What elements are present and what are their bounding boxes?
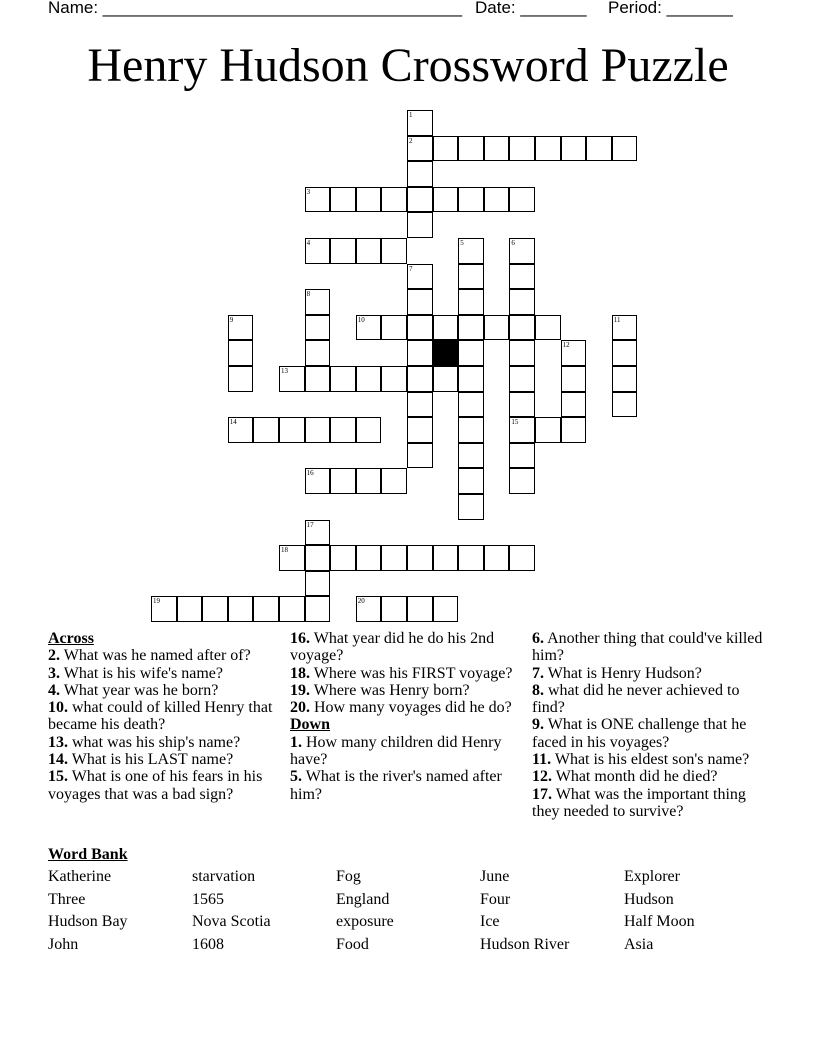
- clue-number: 17.: [532, 785, 552, 803]
- clue-text: Where was his FIRST voyage?: [310, 664, 513, 682]
- grid-cell[interactable]: [356, 417, 382, 443]
- grid-cell[interactable]: [458, 417, 484, 443]
- word-bank-item: John: [48, 936, 79, 953]
- grid-cell[interactable]: [228, 340, 254, 366]
- clue-number: 3.: [48, 664, 60, 682]
- grid-cell[interactable]: [509, 468, 535, 494]
- clue-text: How many voyages did he do?: [310, 699, 512, 717]
- clue-text: what could of killed Henry that became his death?: [48, 699, 273, 734]
- grid-cell[interactable]: [407, 315, 433, 341]
- grid-cell[interactable]: [356, 468, 382, 494]
- grid-cell[interactable]: [509, 315, 535, 341]
- clue-number-7: 7: [409, 264, 413, 273]
- clue-number: 8.: [532, 681, 544, 699]
- clue-item: [48, 665, 284, 682]
- clue-item: [532, 786, 768, 821]
- word-bank-item: 1608: [192, 936, 224, 953]
- grid-cell[interactable]: [228, 596, 254, 622]
- word-bank-item: Katherine: [48, 868, 112, 885]
- clue-number: 6.: [532, 630, 544, 647]
- grid-cell[interactable]: [305, 545, 331, 571]
- clue-number: 1.: [290, 733, 302, 751]
- grid-cell[interactable]: [509, 366, 535, 392]
- grid-cell[interactable]: [381, 366, 407, 392]
- grid-cell[interactable]: [407, 212, 433, 238]
- grid-cell[interactable]: [509, 392, 535, 418]
- grid-cell[interactable]: [202, 596, 228, 622]
- grid-cell[interactable]: [433, 366, 459, 392]
- clue-number: 5.: [290, 768, 302, 786]
- word-bank-item: Three: [48, 891, 86, 908]
- name-field-label: Name: ______________________________________: [48, 0, 463, 17]
- clue-number: 15.: [48, 768, 68, 786]
- grid-cell[interactable]: [612, 315, 638, 341]
- grid-cell[interactable]: [330, 366, 356, 392]
- grid-cell[interactable]: [509, 187, 535, 213]
- word-bank-item: Fog: [336, 868, 361, 885]
- clue-text: What year was he born?: [60, 681, 219, 699]
- clue-number: 18.: [290, 664, 310, 682]
- clue-item: [532, 630, 768, 665]
- word-bank-item: Hudson River: [480, 936, 570, 953]
- clues-column-2: [290, 630, 526, 803]
- grid-cell[interactable]: [381, 315, 407, 341]
- clue-number: 2.: [48, 647, 60, 665]
- grid-cell[interactable]: [356, 315, 382, 341]
- clue-item: [532, 751, 768, 768]
- clue-text: What year did he do his 2nd voyage?: [290, 630, 495, 665]
- period-field-label: Period: _______: [608, 0, 733, 17]
- clue-text: Another thing that could've killed him?: [532, 630, 763, 665]
- grid-cell[interactable]: [381, 468, 407, 494]
- grid-cell[interactable]: [177, 596, 203, 622]
- word-bank-item: Half Moon: [624, 913, 695, 930]
- grid-cell[interactable]: [407, 289, 433, 315]
- grid-cell[interactable]: [356, 366, 382, 392]
- clue-text: What was he named after of?: [60, 647, 251, 665]
- grid-cell[interactable]: [535, 136, 561, 162]
- grid-cell[interactable]: [458, 187, 484, 213]
- word-bank-item: Food: [336, 936, 369, 953]
- grid-cell[interactable]: [279, 545, 305, 571]
- grid-cell[interactable]: [407, 187, 433, 213]
- grid-cell[interactable]: [381, 187, 407, 213]
- grid-cell[interactable]: [612, 340, 638, 366]
- clue-text: What is the river's named after him?: [290, 768, 502, 803]
- clue-item: [290, 768, 526, 803]
- clue-text: Where was Henry born?: [310, 681, 470, 699]
- clue-number-13: 13: [281, 367, 288, 375]
- grid-cell[interactable]: [509, 545, 535, 571]
- clue-item: [290, 630, 526, 665]
- grid-cell[interactable]: [561, 392, 587, 418]
- clue-number-16: 16: [306, 469, 314, 478]
- grid-cell[interactable]: [433, 187, 459, 213]
- grid-cell[interactable]: [612, 392, 638, 418]
- grid-cell[interactable]: [305, 289, 331, 315]
- word-bank-item: starvation: [192, 868, 256, 885]
- grid-cell[interactable]: [253, 417, 279, 443]
- grid-cell[interactable]: [458, 468, 484, 494]
- across-heading: Across: [48, 630, 94, 647]
- grid-cell[interactable]: [279, 417, 305, 443]
- clue-item: [48, 751, 284, 768]
- clues-column-3: [532, 630, 768, 820]
- clue-number-12: 12: [562, 341, 570, 350]
- clue-number: 4.: [48, 681, 60, 699]
- clue-text: What month did he died?: [552, 768, 718, 786]
- clue-number-8: 8: [306, 290, 311, 299]
- clue-number: 20.: [290, 699, 310, 717]
- clue-item: [532, 768, 768, 785]
- grid-cell[interactable]: [330, 417, 356, 443]
- grid-cell[interactable]: [305, 238, 331, 264]
- grid-cell[interactable]: [151, 596, 177, 622]
- grid-cell[interactable]: [484, 136, 510, 162]
- clue-item: [48, 734, 284, 751]
- grid-cell[interactable]: [561, 340, 587, 366]
- grid-cell[interactable]: [330, 468, 356, 494]
- grid-cell[interactable]: [433, 136, 459, 162]
- grid-cell[interactable]: [612, 366, 638, 392]
- grid-cell[interactable]: [458, 136, 484, 162]
- grid-cell[interactable]: [407, 340, 433, 366]
- grid-cell[interactable]: [356, 187, 382, 213]
- clue-text: How many children did Henry have?: [290, 733, 502, 769]
- down-heading: Down: [290, 716, 331, 734]
- clue-item: [48, 768, 284, 803]
- word-bank-item: Ice: [480, 913, 500, 930]
- grid-cell[interactable]: [509, 417, 535, 443]
- grid-cell[interactable]: [407, 417, 433, 443]
- word-bank-item: exposure: [336, 913, 394, 930]
- word-bank-item: Hudson: [624, 891, 674, 908]
- word-bank-item: Four: [480, 891, 511, 908]
- clue-item: [290, 665, 526, 682]
- clue-item: [48, 647, 284, 664]
- grid-cell[interactable]: [356, 238, 382, 264]
- word-bank-item: 1565: [192, 891, 224, 908]
- clue-item: [290, 734, 526, 769]
- grid-cell[interactable]: [509, 443, 535, 469]
- clue-number: 14.: [48, 751, 68, 769]
- grid-cell[interactable]: [458, 289, 484, 315]
- word-bank-item: Explorer: [624, 868, 680, 885]
- clue-number: 11.: [532, 751, 552, 769]
- grid-cell[interactable]: [356, 596, 382, 622]
- clue-number-5: 5: [460, 239, 464, 247]
- grid-cell[interactable]: [381, 238, 407, 264]
- clue-item: [532, 682, 768, 717]
- clue-number-19: 19: [153, 597, 160, 606]
- grid-cell[interactable]: [458, 443, 484, 469]
- grid-cell[interactable]: [305, 417, 331, 443]
- word-bank-item: June: [480, 868, 510, 885]
- grid-cell[interactable]: [484, 315, 510, 341]
- clue-number-1: 1: [409, 111, 413, 119]
- grid-cell[interactable]: [305, 340, 331, 366]
- grid-cell[interactable]: [458, 545, 484, 571]
- grid-cell[interactable]: [305, 468, 331, 494]
- clue-number-20: 20: [357, 597, 365, 606]
- clue-number-15: 15: [511, 418, 519, 427]
- grid-cell[interactable]: [586, 136, 612, 162]
- clue-number-11: 11: [613, 315, 621, 324]
- grid-cell[interactable]: [279, 596, 305, 622]
- grid-cell[interactable]: [407, 366, 433, 392]
- grid-cell[interactable]: [458, 366, 484, 392]
- clue-text: what was his ship's name?: [68, 733, 241, 751]
- grid-cell[interactable]: [407, 136, 433, 162]
- grid-cell[interactable]: [279, 366, 305, 392]
- clue-text: What is his wife's name?: [60, 664, 223, 682]
- grid-cell[interactable]: [330, 187, 356, 213]
- grid-cell[interactable]: [407, 545, 433, 571]
- clue-number-10: 10: [357, 315, 365, 324]
- grid-cell[interactable]: [509, 289, 535, 315]
- grid-cell[interactable]: [561, 366, 587, 392]
- clue-number: 12.: [532, 768, 552, 786]
- clues-column-1: [48, 630, 284, 803]
- grid-cell[interactable]: [484, 545, 510, 571]
- grid-cell[interactable]: [305, 571, 331, 597]
- word-bank-item: Nova Scotia: [192, 913, 271, 930]
- grid-cell[interactable]: [356, 545, 382, 571]
- clue-item: [532, 716, 768, 751]
- grid-cell[interactable]: [484, 187, 510, 213]
- clue-number-4: 4: [306, 239, 311, 247]
- grid-cell[interactable]: [407, 264, 433, 290]
- clue-number: 16.: [290, 630, 310, 647]
- clue-number-14: 14: [229, 418, 237, 427]
- grid-cell[interactable]: [458, 238, 484, 264]
- grid-cell[interactable]: [407, 161, 433, 187]
- word-bank-item: Hudson Bay: [48, 913, 128, 930]
- grid-cell[interactable]: [509, 136, 535, 162]
- grid-cell[interactable]: [433, 545, 459, 571]
- clue-number-2: 2: [409, 136, 413, 145]
- clue-number-18: 18: [281, 546, 288, 555]
- grid-cell[interactable]: [330, 545, 356, 571]
- grid-cell[interactable]: [458, 315, 484, 341]
- grid-cell[interactable]: [407, 596, 433, 622]
- clue-text: what did he never achieved to find?: [532, 681, 740, 717]
- grid-cell[interactable]: [535, 417, 561, 443]
- grid-cell[interactable]: [253, 596, 279, 622]
- grid-cell[interactable]: [228, 315, 254, 341]
- grid-cell[interactable]: [458, 340, 484, 366]
- grid-cell[interactable]: [433, 596, 459, 622]
- grid-cell[interactable]: [458, 264, 484, 290]
- clue-number: 13.: [48, 733, 68, 751]
- clue-item: [290, 699, 526, 716]
- grid-cell[interactable]: [407, 443, 433, 469]
- grid-cell[interactable]: [509, 264, 535, 290]
- grid-cell[interactable]: [381, 596, 407, 622]
- grid-cell[interactable]: [612, 136, 638, 162]
- grid-cell[interactable]: [305, 366, 331, 392]
- clue-number: 10.: [48, 699, 68, 717]
- grid-cell[interactable]: [561, 136, 587, 162]
- clue-text: What was the important thing they needed to survive?: [532, 785, 746, 820]
- page-title: Henry Hudson Crossword Puzzle: [87, 39, 729, 92]
- word-bank-item: England: [336, 891, 390, 908]
- clue-number: 9.: [532, 716, 544, 734]
- grid-cell[interactable]: [228, 366, 254, 392]
- clue-item: [48, 682, 284, 699]
- grid-cell[interactable]: [535, 315, 561, 341]
- clue-item: [290, 682, 526, 699]
- grid-cell[interactable]: [433, 315, 459, 341]
- date-field-label: Date: _______: [475, 0, 587, 17]
- grid-cell[interactable]: [228, 417, 254, 443]
- clue-text: What is one of his fears in his voyages that was a bad sign?: [48, 768, 263, 803]
- grid-cell[interactable]: [458, 494, 484, 520]
- word-bank-item: Asia: [624, 936, 654, 953]
- clue-text: What is Henry Hudson?: [544, 664, 702, 682]
- black-square: [433, 340, 459, 366]
- clue-number-3: 3: [306, 187, 311, 196]
- clue-number-17: 17: [306, 520, 314, 529]
- word-bank-title: Word Bank: [48, 846, 128, 863]
- clue-number: 19.: [290, 681, 310, 699]
- clue-item: [48, 699, 284, 734]
- grid-cell[interactable]: [381, 545, 407, 571]
- grid-cell[interactable]: [407, 392, 433, 418]
- grid-cell[interactable]: [509, 238, 535, 264]
- grid-cell[interactable]: [305, 187, 331, 213]
- clue-text: What is his LAST name?: [68, 751, 234, 769]
- clue-text: What is ONE challenge that he faced in his voyages?: [532, 716, 747, 751]
- grid-cell[interactable]: [330, 238, 356, 264]
- clue-number: 7.: [532, 664, 544, 682]
- grid-cell[interactable]: [305, 315, 331, 341]
- clue-text: What is his eldest son's name?: [551, 751, 750, 769]
- grid-cell[interactable]: [305, 596, 331, 622]
- grid-cell[interactable]: [509, 340, 535, 366]
- grid-cell[interactable]: [305, 520, 331, 546]
- clue-number-9: 9: [229, 315, 234, 324]
- grid-cell[interactable]: [407, 110, 433, 136]
- grid-cell[interactable]: [561, 417, 587, 443]
- grid-cell[interactable]: [458, 392, 484, 418]
- clue-number-6: 6: [511, 239, 515, 247]
- clue-item: [532, 665, 768, 682]
